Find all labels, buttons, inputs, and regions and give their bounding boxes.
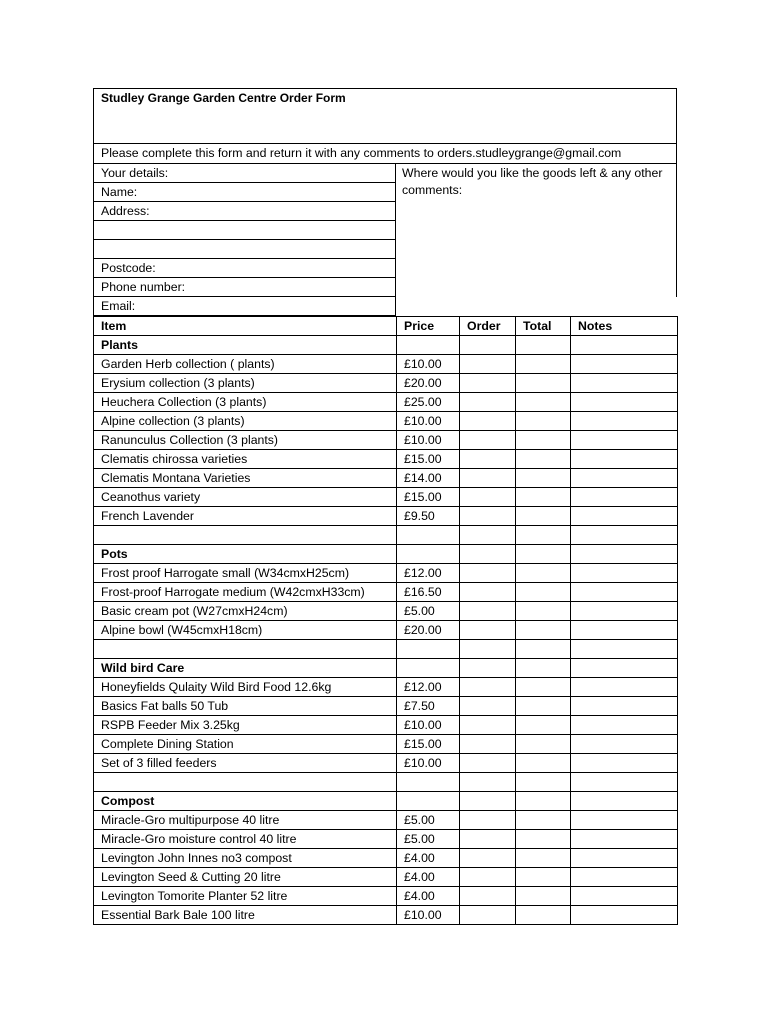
- order-input[interactable]: [460, 830, 516, 849]
- notes-input[interactable]: [571, 488, 678, 507]
- item-price: £12.00: [397, 678, 460, 697]
- notes-input[interactable]: [571, 469, 678, 488]
- empty-cell: [460, 773, 516, 792]
- empty-cell: [397, 640, 460, 659]
- table-header-row: [94, 317, 678, 336]
- table-row: [94, 716, 678, 735]
- notes-input[interactable]: [571, 811, 678, 830]
- table-row: [94, 583, 678, 602]
- order-input[interactable]: [460, 697, 516, 716]
- item-price: £15.00: [397, 488, 460, 507]
- item-price: £15.00: [397, 450, 460, 469]
- table-row: [94, 811, 678, 830]
- order-input[interactable]: [460, 887, 516, 906]
- item-name: Levington Tomorite Planter 52 litre: [94, 887, 397, 906]
- item-price: £10.00: [397, 906, 460, 925]
- empty-cell: [94, 526, 397, 545]
- total-input[interactable]: [516, 469, 571, 488]
- section-row: [94, 545, 678, 564]
- phone-field[interactable]: Phone number:: [93, 278, 396, 297]
- table-row: [94, 450, 678, 469]
- item-price: £25.00: [397, 393, 460, 412]
- section-title: Wild bird Care: [94, 659, 397, 678]
- table-row: [94, 602, 678, 621]
- address-line-3[interactable]: [93, 240, 396, 259]
- empty-cell: [571, 526, 678, 545]
- table-row: [94, 697, 678, 716]
- empty-cell: [571, 659, 678, 678]
- order-input[interactable]: [460, 754, 516, 773]
- item-price: £5.00: [397, 811, 460, 830]
- empty-cell: [397, 526, 460, 545]
- order-input[interactable]: [460, 716, 516, 735]
- item-price: £5.00: [397, 602, 460, 621]
- order-input[interactable]: [460, 469, 516, 488]
- total-input[interactable]: [516, 906, 571, 925]
- total-input[interactable]: [516, 355, 571, 374]
- item-price: £4.00: [397, 849, 460, 868]
- item-name: Miracle-Gro multipurpose 40 litre: [94, 811, 397, 830]
- section-title: Pots: [94, 545, 397, 564]
- order-input[interactable]: [460, 735, 516, 754]
- order-input[interactable]: [460, 355, 516, 374]
- spacer-row: [94, 640, 678, 659]
- notes-input[interactable]: [571, 716, 678, 735]
- empty-cell: [571, 640, 678, 659]
- empty-cell: [460, 545, 516, 564]
- address-field[interactable]: Address:: [93, 202, 396, 221]
- section-row: [94, 792, 678, 811]
- item-name: Clematis chirossa varieties: [94, 450, 397, 469]
- notes-input[interactable]: [571, 583, 678, 602]
- item-name: Basic cream pot (W27cmxH24cm): [94, 602, 397, 621]
- table-row: [94, 374, 678, 393]
- header-total: Total: [516, 317, 571, 336]
- item-price: £10.00: [397, 716, 460, 735]
- item-name: Basics Fat balls 50 Tub: [94, 697, 397, 716]
- notes-input[interactable]: [571, 374, 678, 393]
- item-name: Levington John Innes no3 compost: [94, 849, 397, 868]
- header-order: Order: [460, 317, 516, 336]
- order-input[interactable]: [460, 488, 516, 507]
- table-row: [94, 355, 678, 374]
- table-row: [94, 849, 678, 868]
- order-input[interactable]: [460, 412, 516, 431]
- total-input[interactable]: [516, 849, 571, 868]
- order-form: [93, 88, 677, 925]
- item-price: £4.00: [397, 868, 460, 887]
- table-row: [94, 469, 678, 488]
- details-fields: [93, 164, 396, 316]
- total-input[interactable]: [516, 431, 571, 450]
- order-input[interactable]: [460, 507, 516, 526]
- spacer-row: [94, 526, 678, 545]
- notes-input[interactable]: [571, 697, 678, 716]
- notes-input[interactable]: [571, 564, 678, 583]
- your-details-label: Your details:: [93, 164, 396, 183]
- item-name: Levington Seed & Cutting 20 litre: [94, 868, 397, 887]
- item-name: Garden Herb collection ( plants): [94, 355, 397, 374]
- item-price: £16.50: [397, 583, 460, 602]
- item-price: £7.50: [397, 697, 460, 716]
- item-name: Honeyfields Qulaity Wild Bird Food 12.6kg: [94, 678, 397, 697]
- empty-cell: [571, 773, 678, 792]
- notes-input[interactable]: [571, 431, 678, 450]
- item-price: £12.00: [397, 564, 460, 583]
- empty-cell: [460, 659, 516, 678]
- order-input[interactable]: [460, 602, 516, 621]
- item-name: Heuchera Collection (3 plants): [94, 393, 397, 412]
- empty-cell: [571, 792, 678, 811]
- item-name: Alpine collection (3 plants): [94, 412, 397, 431]
- empty-cell: [516, 773, 571, 792]
- email-field[interactable]: Email:: [93, 297, 396, 316]
- table-row: [94, 564, 678, 583]
- total-input[interactable]: [516, 583, 571, 602]
- empty-cell: [397, 336, 460, 355]
- empty-cell: [516, 659, 571, 678]
- table-row: [94, 754, 678, 773]
- item-name: Ceanothus variety: [94, 488, 397, 507]
- item-name: Complete Dining Station: [94, 735, 397, 754]
- order-table: [93, 316, 678, 925]
- item-name: Erysium collection (3 plants): [94, 374, 397, 393]
- total-input[interactable]: [516, 868, 571, 887]
- order-input[interactable]: [460, 868, 516, 887]
- table-row: [94, 678, 678, 697]
- section-row: [94, 336, 678, 355]
- item-name: Essential Bark Bale 100 litre: [94, 906, 397, 925]
- empty-cell: [397, 659, 460, 678]
- total-input[interactable]: [516, 678, 571, 697]
- item-price: £4.00: [397, 887, 460, 906]
- item-price: £10.00: [397, 754, 460, 773]
- table-row: [94, 868, 678, 887]
- order-input[interactable]: [460, 906, 516, 925]
- table-row: [94, 887, 678, 906]
- notes-input[interactable]: [571, 849, 678, 868]
- table-row: [94, 393, 678, 412]
- section-title: Plants: [94, 336, 397, 355]
- total-input[interactable]: [516, 374, 571, 393]
- table-row: [94, 431, 678, 450]
- empty-cell: [460, 526, 516, 545]
- empty-cell: [571, 545, 678, 564]
- item-price: £14.00: [397, 469, 460, 488]
- item-price: £9.50: [397, 507, 460, 526]
- total-input[interactable]: [516, 697, 571, 716]
- section-title: Compost: [94, 792, 397, 811]
- order-input[interactable]: [460, 564, 516, 583]
- notes-input[interactable]: [571, 830, 678, 849]
- empty-cell: [94, 773, 397, 792]
- item-name: Frost-proof Harrogate medium (W42cmxH33cm): [94, 583, 397, 602]
- notes-input[interactable]: [571, 678, 678, 697]
- empty-cell: [516, 526, 571, 545]
- notes-input[interactable]: [571, 355, 678, 374]
- table-row: [94, 507, 678, 526]
- item-name: RSPB Feeder Mix 3.25kg: [94, 716, 397, 735]
- item-price: £10.00: [397, 431, 460, 450]
- header-notes: Notes: [571, 317, 678, 336]
- order-input[interactable]: [460, 849, 516, 868]
- order-input[interactable]: [460, 583, 516, 602]
- item-name: Frost proof Harrogate small (W34cmxH25cm): [94, 564, 397, 583]
- order-table-body: [94, 317, 678, 925]
- total-input[interactable]: [516, 602, 571, 621]
- section-row: [94, 659, 678, 678]
- item-name: Ranunculus Collection (3 plants): [94, 431, 397, 450]
- notes-input[interactable]: [571, 754, 678, 773]
- header-item: Item: [94, 317, 397, 336]
- table-row: [94, 906, 678, 925]
- postcode-field[interactable]: Postcode:: [93, 259, 396, 278]
- total-input[interactable]: [516, 887, 571, 906]
- form-intro: Please complete this form and return it with any comments to orders.studleygrange@gmail.com: [93, 144, 677, 164]
- empty-cell: [460, 640, 516, 659]
- total-input[interactable]: [516, 564, 571, 583]
- item-price: £20.00: [397, 374, 460, 393]
- item-name: Clematis Montana Varieties: [94, 469, 397, 488]
- empty-cell: [397, 545, 460, 564]
- total-input[interactable]: [516, 716, 571, 735]
- item-name: Alpine bowl (W45cmxH18cm): [94, 621, 397, 640]
- table-row: [94, 830, 678, 849]
- order-input[interactable]: [460, 450, 516, 469]
- item-price: £10.00: [397, 355, 460, 374]
- item-price: £20.00: [397, 621, 460, 640]
- header-price: Price: [397, 317, 460, 336]
- notes-input[interactable]: [571, 393, 678, 412]
- table-row: [94, 735, 678, 754]
- order-input[interactable]: [460, 811, 516, 830]
- item-name: French Lavender: [94, 507, 397, 526]
- notes-input[interactable]: [571, 887, 678, 906]
- empty-cell: [397, 792, 460, 811]
- table-row: [94, 412, 678, 431]
- item-price: £5.00: [397, 830, 460, 849]
- comments-field[interactable]: Where would you like the goods left & any other comments:: [395, 164, 677, 297]
- total-input[interactable]: [516, 735, 571, 754]
- empty-cell: [516, 545, 571, 564]
- total-input[interactable]: [516, 621, 571, 640]
- empty-cell: [397, 773, 460, 792]
- order-input[interactable]: [460, 393, 516, 412]
- item-name: Set of 3 filled feeders: [94, 754, 397, 773]
- total-input[interactable]: [516, 412, 571, 431]
- item-price: £15.00: [397, 735, 460, 754]
- total-input[interactable]: [516, 450, 571, 469]
- table-row: [94, 488, 678, 507]
- notes-input[interactable]: [571, 868, 678, 887]
- notes-input[interactable]: [571, 621, 678, 640]
- address-line-2[interactable]: [93, 221, 396, 240]
- empty-cell: [460, 336, 516, 355]
- notes-input[interactable]: [571, 412, 678, 431]
- customer-details: [93, 164, 677, 316]
- total-input[interactable]: [516, 811, 571, 830]
- name-field[interactable]: Name:: [93, 183, 396, 202]
- order-input[interactable]: [460, 431, 516, 450]
- notes-input[interactable]: [571, 906, 678, 925]
- spacer-row: [94, 773, 678, 792]
- notes-input[interactable]: [571, 602, 678, 621]
- empty-cell: [571, 336, 678, 355]
- empty-cell: [516, 336, 571, 355]
- total-input[interactable]: [516, 488, 571, 507]
- order-input[interactable]: [460, 678, 516, 697]
- order-input[interactable]: [460, 621, 516, 640]
- item-name: Miracle-Gro moisture control 40 litre: [94, 830, 397, 849]
- notes-input[interactable]: [571, 507, 678, 526]
- form-title: Studley Grange Garden Centre Order Form: [93, 88, 677, 144]
- empty-cell: [94, 640, 397, 659]
- total-input[interactable]: [516, 830, 571, 849]
- total-input[interactable]: [516, 507, 571, 526]
- notes-input[interactable]: [571, 450, 678, 469]
- total-input[interactable]: [516, 393, 571, 412]
- table-row: [94, 621, 678, 640]
- order-input[interactable]: [460, 374, 516, 393]
- empty-cell: [460, 792, 516, 811]
- total-input[interactable]: [516, 754, 571, 773]
- notes-input[interactable]: [571, 735, 678, 754]
- item-price: £10.00: [397, 412, 460, 431]
- empty-cell: [516, 640, 571, 659]
- empty-cell: [516, 792, 571, 811]
